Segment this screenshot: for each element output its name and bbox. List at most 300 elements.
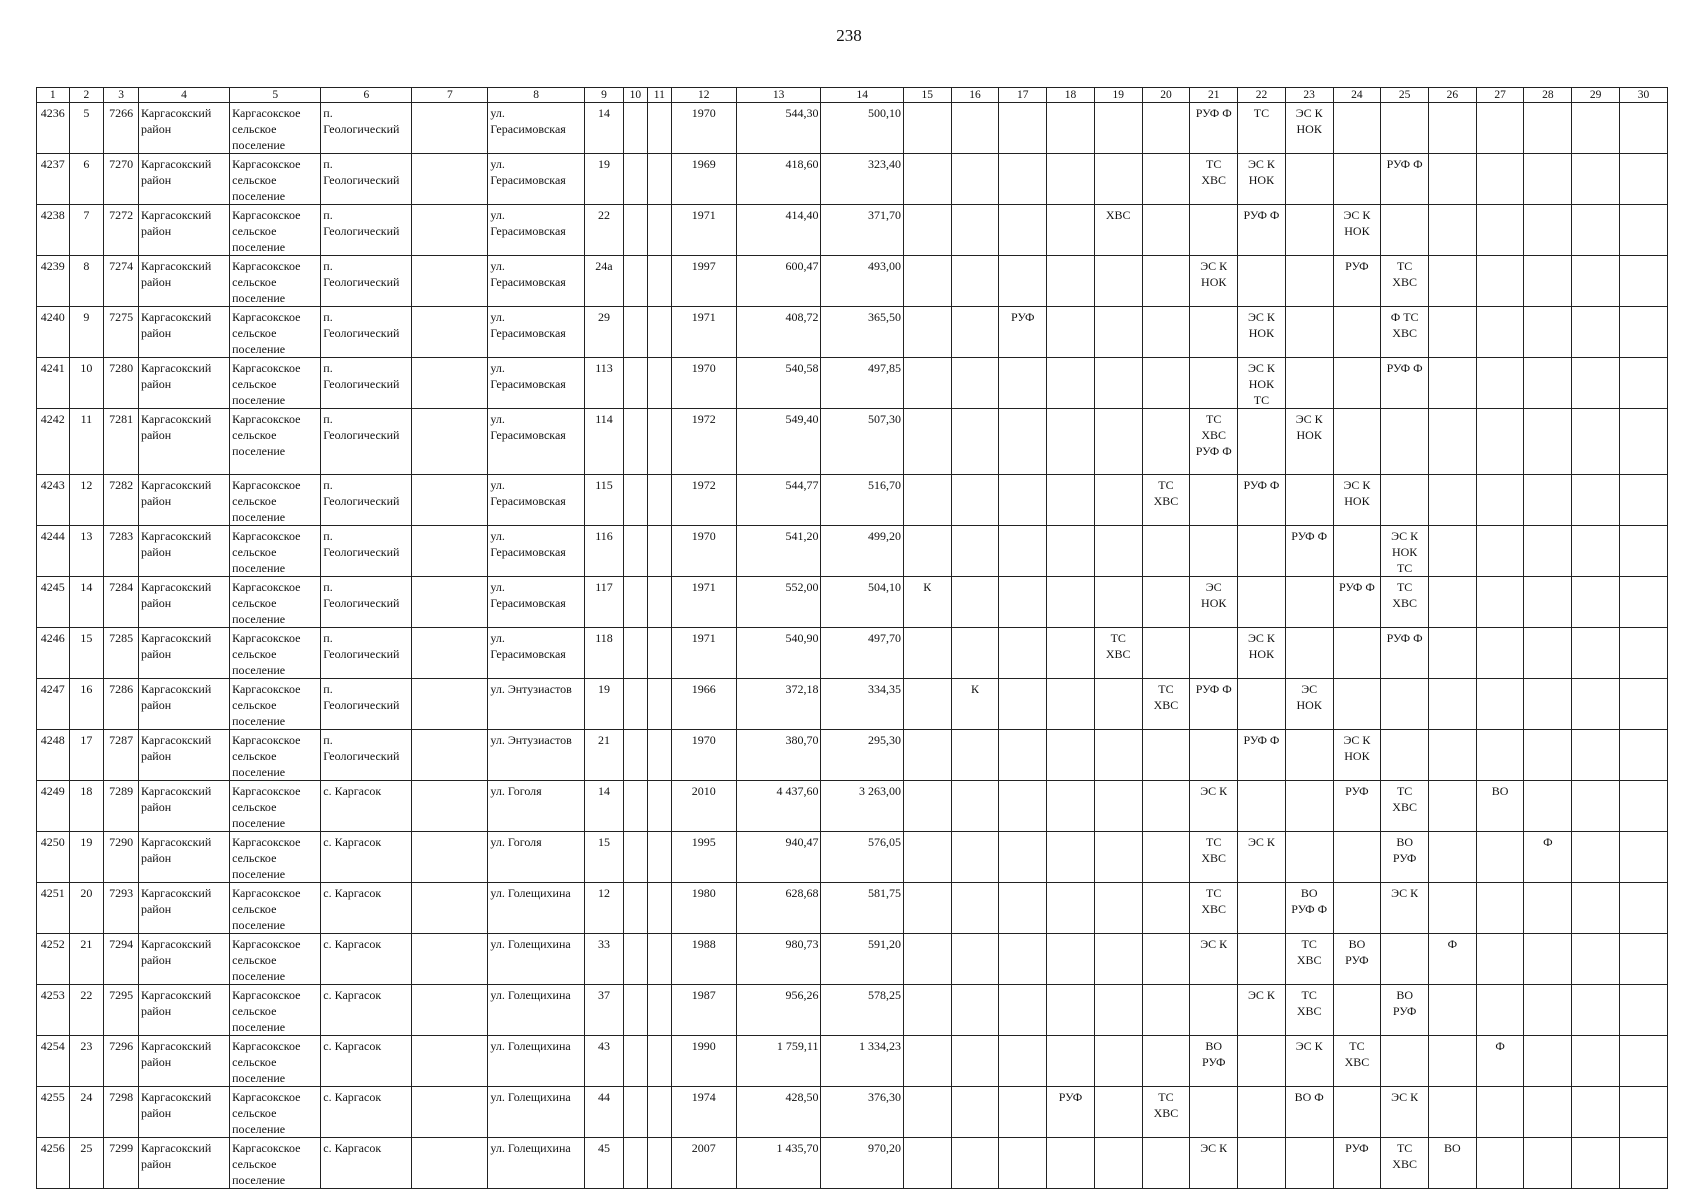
table-cell-col-21: ЭС К: [1190, 934, 1238, 985]
table-cell-col-25: [1381, 1036, 1429, 1087]
table-cell-col-17: [999, 1138, 1047, 1189]
table-cell-col-25: [1381, 475, 1429, 526]
table-cell-col-9: 15: [584, 832, 623, 883]
table-cell-col-4: Каргасокский район: [138, 985, 229, 1036]
table-cell-col-4: Каргасокский район: [138, 730, 229, 781]
table-cell-col-7: [412, 475, 488, 526]
table-cell-col-22: ЭС К НОК: [1238, 307, 1286, 358]
table-cell-col-19: [1094, 1138, 1142, 1189]
table-cell-col-12: 1995: [671, 832, 736, 883]
table-cell-col-12: 1997: [671, 256, 736, 307]
table-cell-col-14: 516,70: [821, 475, 903, 526]
table-cell-col-17: [999, 781, 1047, 832]
table-cell-col-3: 7270: [104, 154, 139, 205]
table-cell-col-18: [1047, 730, 1095, 781]
table-cell-col-16: [951, 409, 999, 475]
table-cell-col-16: [951, 103, 999, 154]
table-cell-col-13: 600,47: [736, 256, 821, 307]
table-cell-col-15: [903, 154, 951, 205]
table-cell-col-23: [1285, 730, 1333, 781]
column-header: 13: [736, 88, 821, 103]
table-cell-col-29: [1572, 985, 1620, 1036]
table-cell-col-28: [1524, 205, 1572, 256]
table-cell-col-18: [1047, 307, 1095, 358]
table-cell-col-6: п. Геологический: [321, 628, 412, 679]
table-cell-col-25: [1381, 679, 1429, 730]
table-cell-col-30: [1619, 934, 1667, 985]
table-cell-col-10: [624, 934, 648, 985]
table-cell-col-20: [1142, 526, 1190, 577]
table-cell-col-22: ЭС К НОК: [1238, 154, 1286, 205]
table-cell-col-19: [1094, 307, 1142, 358]
table-row: [37, 628, 1668, 679]
table-cell-col-18: [1047, 205, 1095, 256]
table-cell-col-30: [1619, 577, 1667, 628]
table-cell-col-22: РУФ Ф: [1238, 730, 1286, 781]
table-cell-col-19: [1094, 883, 1142, 934]
table-cell-col-25: ЭС К: [1381, 883, 1429, 934]
table-cell-col-1: 4244: [37, 526, 70, 577]
table-cell-col-22: [1238, 409, 1286, 475]
table-cell-col-15: [903, 628, 951, 679]
table-cell-col-7: [412, 256, 488, 307]
table-row: [37, 985, 1668, 1036]
table-cell-col-8: ул. Герасимовская: [488, 205, 585, 256]
table-row: [37, 1087, 1668, 1138]
table-cell-col-16: [951, 307, 999, 358]
table-cell-col-28: [1524, 307, 1572, 358]
table-cell-col-18: [1047, 1138, 1095, 1189]
table-cell-col-14: 497,70: [821, 628, 903, 679]
table-cell-col-23: ВО Ф: [1285, 1087, 1333, 1138]
table-cell-col-17: [999, 103, 1047, 154]
table-cell-col-28: [1524, 409, 1572, 475]
table-cell-col-29: [1572, 832, 1620, 883]
table-cell-col-12: 2007: [671, 1138, 736, 1189]
table-cell-col-4: Каргасокский район: [138, 256, 229, 307]
table-cell-col-24: [1333, 307, 1381, 358]
table-cell-col-21: [1190, 985, 1238, 1036]
table-cell-col-11: [647, 832, 671, 883]
table-cell-col-3: 7286: [104, 679, 139, 730]
table-cell-col-21: [1190, 1087, 1238, 1138]
table-cell-col-5: Каргасокское сельское поселение: [230, 730, 321, 781]
table-cell-col-29: [1572, 526, 1620, 577]
table-cell-col-6: п. Геологический: [321, 358, 412, 409]
table-cell-col-22: [1238, 1036, 1286, 1087]
table-cell-col-9: 45: [584, 1138, 623, 1189]
table-cell-col-7: [412, 832, 488, 883]
table-cell-col-25: ТС ХВС: [1381, 256, 1429, 307]
table-cell-col-9: 14: [584, 103, 623, 154]
table-cell-col-20: [1142, 577, 1190, 628]
table-cell-col-7: [412, 307, 488, 358]
table-cell-col-21: [1190, 628, 1238, 679]
table-cell-col-8: ул. Герасимовская: [488, 307, 585, 358]
table-cell-col-5: Каргасокское сельское поселение: [230, 1036, 321, 1087]
table-cell-col-25: РУФ Ф: [1381, 628, 1429, 679]
table-cell-col-10: [624, 307, 648, 358]
table-cell-col-16: [951, 934, 999, 985]
table-cell-col-19: [1094, 730, 1142, 781]
table-cell-col-25: [1381, 934, 1429, 985]
table-cell-col-4: Каргасокский район: [138, 526, 229, 577]
table-cell-col-3: 7266: [104, 103, 139, 154]
table-cell-col-10: [624, 526, 648, 577]
table-cell-col-6: п. Геологический: [321, 475, 412, 526]
table-cell-col-23: ЭС К: [1285, 1036, 1333, 1087]
table-cell-col-15: К: [903, 577, 951, 628]
table-cell-col-14: 581,75: [821, 883, 903, 934]
table-cell-col-11: [647, 1138, 671, 1189]
table-cell-col-2: 22: [69, 985, 104, 1036]
table-cell-col-8: ул. Энтузиастов: [488, 679, 585, 730]
table-cell-col-20: [1142, 1036, 1190, 1087]
column-header: 2: [69, 88, 104, 103]
table-cell-col-2: 9: [69, 307, 104, 358]
table-cell-col-18: РУФ: [1047, 1087, 1095, 1138]
table-cell-col-2: 10: [69, 358, 104, 409]
table-cell-col-27: [1476, 679, 1524, 730]
column-header: 7: [412, 88, 488, 103]
table-cell-col-9: 43: [584, 1036, 623, 1087]
table-cell-col-28: [1524, 526, 1572, 577]
table-cell-col-17: [999, 832, 1047, 883]
table-cell-col-10: [624, 409, 648, 475]
table-cell-col-1: 4256: [37, 1138, 70, 1189]
table-cell-col-15: [903, 475, 951, 526]
table-cell-col-23: [1285, 307, 1333, 358]
table-cell-col-3: 7287: [104, 730, 139, 781]
table-cell-col-19: [1094, 409, 1142, 475]
table-cell-col-14: 497,85: [821, 358, 903, 409]
table-cell-col-4: Каргасокский район: [138, 577, 229, 628]
table-cell-col-6: п. Геологический: [321, 256, 412, 307]
table-row: [37, 832, 1668, 883]
table-cell-col-20: [1142, 154, 1190, 205]
table-cell-col-8: ул. Энтузиастов: [488, 730, 585, 781]
table-cell-col-25: ВО РУФ: [1381, 832, 1429, 883]
table-cell-col-20: [1142, 256, 1190, 307]
table-cell-col-15: [903, 781, 951, 832]
table-cell-col-23: ТС ХВС: [1285, 934, 1333, 985]
table-cell-col-19: [1094, 985, 1142, 1036]
table-cell-col-13: 540,58: [736, 358, 821, 409]
table-cell-col-5: Каргасокское сельское поселение: [230, 934, 321, 985]
table-cell-col-21: [1190, 358, 1238, 409]
table-cell-col-11: [647, 577, 671, 628]
column-header: 29: [1572, 88, 1620, 103]
table-cell-col-27: [1476, 205, 1524, 256]
table-cell-col-9: 33: [584, 934, 623, 985]
table-cell-col-10: [624, 103, 648, 154]
table-cell-col-30: [1619, 781, 1667, 832]
table-cell-col-21: [1190, 475, 1238, 526]
table-cell-col-1: 4255: [37, 1087, 70, 1138]
table-cell-col-1: 4253: [37, 985, 70, 1036]
table-cell-col-2: 5: [69, 103, 104, 154]
table-cell-col-27: [1476, 628, 1524, 679]
table-cell-col-30: [1619, 256, 1667, 307]
table-cell-col-6: с. Каргасок: [321, 985, 412, 1036]
table-cell-col-13: 428,50: [736, 1087, 821, 1138]
table-cell-col-28: [1524, 883, 1572, 934]
table-cell-col-12: 1990: [671, 1036, 736, 1087]
table-cell-col-2: 24: [69, 1087, 104, 1138]
table-cell-col-17: [999, 628, 1047, 679]
table-cell-col-26: [1429, 256, 1477, 307]
table-cell-col-14: 371,70: [821, 205, 903, 256]
table-cell-col-13: 956,26: [736, 985, 821, 1036]
table-cell-col-25: ТС ХВС: [1381, 1138, 1429, 1189]
table-cell-col-6: п. Геологический: [321, 730, 412, 781]
table-cell-col-14: 578,25: [821, 985, 903, 1036]
table-cell-col-18: [1047, 883, 1095, 934]
table-cell-col-5: Каргасокское сельское поселение: [230, 103, 321, 154]
table-cell-col-7: [412, 1138, 488, 1189]
table-cell-col-27: [1476, 526, 1524, 577]
table-cell-col-6: п. Геологический: [321, 679, 412, 730]
table-cell-col-6: с. Каргасок: [321, 1036, 412, 1087]
table-cell-col-9: 29: [584, 307, 623, 358]
table-cell-col-27: ВО: [1476, 781, 1524, 832]
table-cell-col-24: ВО РУФ: [1333, 934, 1381, 985]
table-cell-col-12: 1970: [671, 730, 736, 781]
table-cell-col-22: ЭС К НОК ТС: [1238, 358, 1286, 409]
table-cell-col-1: 4245: [37, 577, 70, 628]
table-cell-col-8: ул. Герасимовская: [488, 577, 585, 628]
table-cell-col-4: Каргасокский район: [138, 1036, 229, 1087]
table-cell-col-1: 4237: [37, 154, 70, 205]
table-cell-col-30: [1619, 679, 1667, 730]
table-cell-col-4: Каргасокский район: [138, 103, 229, 154]
table-cell-col-3: 7285: [104, 628, 139, 679]
table-cell-col-15: [903, 526, 951, 577]
table-cell-col-7: [412, 205, 488, 256]
table-cell-col-24: [1333, 103, 1381, 154]
table-cell-col-7: [412, 679, 488, 730]
table-cell-col-16: [951, 781, 999, 832]
table-cell-col-26: [1429, 409, 1477, 475]
table-cell-col-11: [647, 883, 671, 934]
table-cell-col-1: 4241: [37, 358, 70, 409]
table-cell-col-29: [1572, 934, 1620, 985]
table-cell-col-16: [951, 883, 999, 934]
table-cell-col-19: [1094, 1087, 1142, 1138]
table-cell-col-22: [1238, 883, 1286, 934]
table-cell-col-29: [1572, 409, 1620, 475]
table-cell-col-17: [999, 154, 1047, 205]
table-cell-col-22: РУФ Ф: [1238, 205, 1286, 256]
column-header: 4: [138, 88, 229, 103]
table-cell-col-15: [903, 103, 951, 154]
table-cell-col-5: Каргасокское сельское поселение: [230, 883, 321, 934]
table-cell-col-10: [624, 781, 648, 832]
table-cell-col-7: [412, 1036, 488, 1087]
table-cell-col-25: [1381, 730, 1429, 781]
table-cell-col-10: [624, 730, 648, 781]
table-cell-col-11: [647, 934, 671, 985]
table-cell-col-23: ЭС НОК: [1285, 679, 1333, 730]
table-cell-col-6: п. Геологический: [321, 307, 412, 358]
table-cell-col-16: [951, 730, 999, 781]
table-cell-col-27: [1476, 307, 1524, 358]
table-cell-col-30: [1619, 103, 1667, 154]
table-cell-col-13: 1 435,70: [736, 1138, 821, 1189]
column-header: 3: [104, 88, 139, 103]
table-cell-col-6: п. Геологический: [321, 409, 412, 475]
table-cell-col-5: Каргасокское сельское поселение: [230, 628, 321, 679]
column-header: 17: [999, 88, 1047, 103]
table-cell-col-10: [624, 1087, 648, 1138]
table-cell-col-12: 1971: [671, 577, 736, 628]
table-row: [37, 205, 1668, 256]
table-cell-col-2: 20: [69, 883, 104, 934]
table-cell-col-20: ТС ХВС: [1142, 679, 1190, 730]
table-cell-col-23: [1285, 832, 1333, 883]
table-cell-col-2: 13: [69, 526, 104, 577]
table-cell-col-28: [1524, 679, 1572, 730]
table-cell-col-15: [903, 256, 951, 307]
table-cell-col-30: [1619, 358, 1667, 409]
table-cell-col-24: РУФ: [1333, 256, 1381, 307]
table-cell-col-22: РУФ Ф: [1238, 475, 1286, 526]
table-cell-col-19: [1094, 781, 1142, 832]
table-cell-col-12: 1972: [671, 409, 736, 475]
housing-register-table: [36, 87, 1668, 1189]
table-cell-col-19: ХВС: [1094, 205, 1142, 256]
column-header: 15: [903, 88, 951, 103]
table-cell-col-23: РУФ Ф: [1285, 526, 1333, 577]
table-cell-col-21: РУФ Ф: [1190, 103, 1238, 154]
table-cell-col-3: 7299: [104, 1138, 139, 1189]
table-cell-col-9: 115: [584, 475, 623, 526]
table-cell-col-15: [903, 409, 951, 475]
table-cell-col-16: [951, 475, 999, 526]
table-cell-col-13: 628,68: [736, 883, 821, 934]
column-header: 27: [1476, 88, 1524, 103]
table-cell-col-18: [1047, 103, 1095, 154]
table-cell-col-29: [1572, 358, 1620, 409]
table-cell-col-9: 118: [584, 628, 623, 679]
table-cell-col-1: 4254: [37, 1036, 70, 1087]
table-cell-col-13: 549,40: [736, 409, 821, 475]
table-cell-col-12: 1971: [671, 205, 736, 256]
table-cell-col-21: ТС ХВС: [1190, 154, 1238, 205]
table-cell-col-3: 7275: [104, 307, 139, 358]
table-cell-col-13: 1 759,11: [736, 1036, 821, 1087]
table-cell-col-8: ул. Герасимовская: [488, 526, 585, 577]
table-cell-col-24: РУФ: [1333, 1138, 1381, 1189]
table-cell-col-3: 7282: [104, 475, 139, 526]
column-header: 25: [1381, 88, 1429, 103]
table-cell-col-30: [1619, 985, 1667, 1036]
table-cell-col-21: ТС ХВС: [1190, 883, 1238, 934]
table-cell-col-4: Каргасокский район: [138, 679, 229, 730]
table-cell-col-22: [1238, 781, 1286, 832]
table-row: [37, 883, 1668, 934]
table-cell-col-27: [1476, 154, 1524, 205]
table-cell-col-19: [1094, 358, 1142, 409]
table-cell-col-17: [999, 577, 1047, 628]
table-cell-col-16: [951, 1087, 999, 1138]
table-cell-col-16: [951, 985, 999, 1036]
table-cell-col-14: 499,20: [821, 526, 903, 577]
table-cell-col-22: ЭС К: [1238, 985, 1286, 1036]
table-cell-col-14: 500,10: [821, 103, 903, 154]
table-cell-col-19: [1094, 577, 1142, 628]
table-cell-col-4: Каргасокский район: [138, 475, 229, 526]
table-cell-col-9: 12: [584, 883, 623, 934]
table-cell-col-11: [647, 256, 671, 307]
table-cell-col-5: Каргасокское сельское поселение: [230, 307, 321, 358]
column-header: 14: [821, 88, 903, 103]
table-cell-col-9: 116: [584, 526, 623, 577]
table-cell-col-29: [1572, 679, 1620, 730]
table-cell-col-9: 19: [584, 679, 623, 730]
table-cell-col-17: [999, 205, 1047, 256]
table-cell-col-16: [951, 628, 999, 679]
table-cell-col-2: 23: [69, 1036, 104, 1087]
table-cell-col-29: [1572, 154, 1620, 205]
table-cell-col-6: с. Каргасок: [321, 832, 412, 883]
table-cell-col-29: [1572, 883, 1620, 934]
table-cell-col-10: [624, 832, 648, 883]
table-cell-col-22: [1238, 1087, 1286, 1138]
table-cell-col-1: 4236: [37, 103, 70, 154]
table-cell-col-4: Каргасокский район: [138, 781, 229, 832]
table-cell-col-4: Каргасокский район: [138, 628, 229, 679]
table-cell-col-3: 7296: [104, 1036, 139, 1087]
table-cell-col-26: [1429, 781, 1477, 832]
table-row: [37, 1036, 1668, 1087]
table-cell-col-18: [1047, 679, 1095, 730]
table-cell-col-18: [1047, 1036, 1095, 1087]
table-cell-col-18: [1047, 781, 1095, 832]
table-cell-col-7: [412, 985, 488, 1036]
table-cell-col-24: [1333, 628, 1381, 679]
table-cell-col-18: [1047, 154, 1095, 205]
table-cell-col-28: [1524, 1087, 1572, 1138]
table-cell-col-17: РУФ: [999, 307, 1047, 358]
table-cell-col-3: 7294: [104, 934, 139, 985]
table-cell-col-6: п. Геологический: [321, 103, 412, 154]
table-cell-col-27: [1476, 256, 1524, 307]
table-cell-col-19: [1094, 934, 1142, 985]
table-cell-col-15: [903, 1036, 951, 1087]
table-cell-col-28: [1524, 475, 1572, 526]
table-cell-col-3: 7283: [104, 526, 139, 577]
table-cell-col-5: Каргасокское сельское поселение: [230, 1138, 321, 1189]
table-cell-col-29: [1572, 781, 1620, 832]
table-cell-col-11: [647, 781, 671, 832]
table-cell-col-11: [647, 1087, 671, 1138]
table-cell-col-30: [1619, 832, 1667, 883]
table-cell-col-5: Каргасокское сельское поселение: [230, 985, 321, 1036]
table-cell-col-3: 7293: [104, 883, 139, 934]
table-cell-col-26: [1429, 1087, 1477, 1138]
table-cell-col-28: [1524, 154, 1572, 205]
column-header: 19: [1094, 88, 1142, 103]
table-cell-col-15: [903, 1138, 951, 1189]
table-cell-col-18: [1047, 475, 1095, 526]
column-header: 1: [37, 88, 70, 103]
table-cell-col-2: 11: [69, 409, 104, 475]
table-cell-col-8: ул. Гоголя: [488, 781, 585, 832]
table-cell-col-11: [647, 154, 671, 205]
table-cell-col-29: [1572, 205, 1620, 256]
table-cell-col-20: [1142, 205, 1190, 256]
